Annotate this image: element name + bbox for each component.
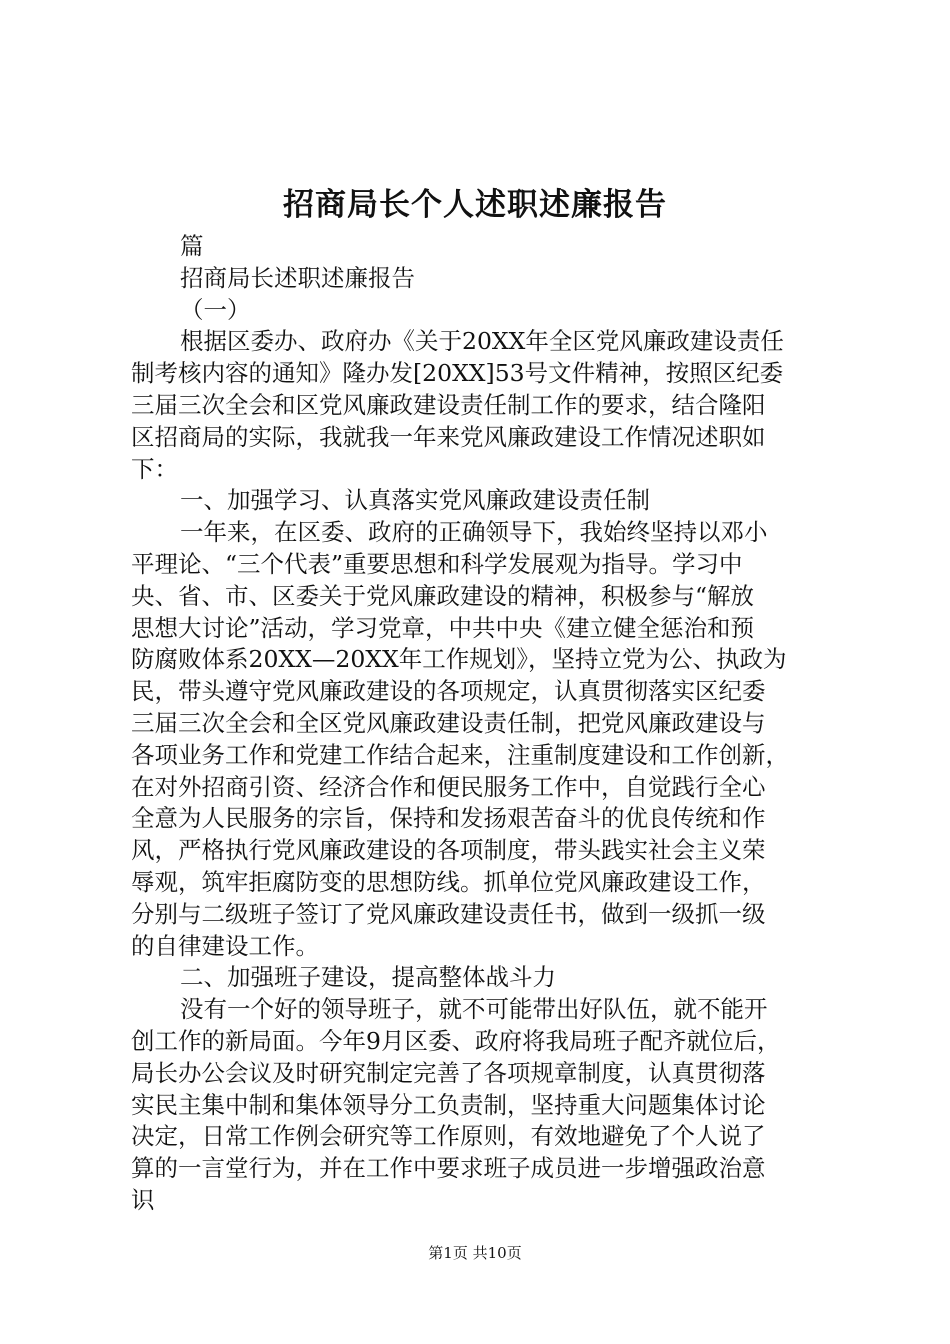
paragraph-line: 的自律建设工作。 (131, 931, 319, 960)
paragraph-line: 在对外招商引资、经济合作和便民服务工作中，自觉践行全心 (131, 772, 766, 801)
page-footer: 第1页 共10页 (428, 1244, 522, 1262)
paragraph-line: 思想大讨论”活动，学习党章，中共中央《建立健全惩治和预 (131, 613, 755, 642)
document-title: 招商局长个人述职述廉报告 (283, 187, 667, 223)
paragraph-line: 没有一个好的领导班子，就不可能带出好队伍，就不能开 (180, 995, 768, 1024)
paragraph-line: 招商局长述职述廉报告 (180, 263, 415, 292)
paragraph-line: 分别与二级班子签订了党风廉政建设责任书，做到一级抓一级 (131, 899, 766, 928)
paragraph-line: 民，带头遵守党风廉政建设的各项规定，认真贯彻落实区纪委 (131, 677, 766, 706)
paragraph-line: 风，严格执行党风廉政建设的各项制度，带头践实社会主义荣 (131, 836, 766, 865)
paragraph-line: 全意为人民服务的宗旨，保持和发扬艰苦奋斗的优良传统和作 (131, 804, 766, 833)
paragraph-line: 下： (131, 454, 178, 483)
paragraph-line: 二、加强班子建设，提高整体战斗力 (180, 963, 556, 992)
paragraph-line: 算的一言堂行为，并在工作中要求班子成员进一步增强政治意 (131, 1154, 766, 1183)
paragraph-line: 一年来，在区委、政府的正确领导下，我始终坚持以邓小 (180, 518, 768, 547)
paragraph-line: 央、省、市、区委关于党风廉政建设的精神，积极参与“解放 (131, 581, 755, 610)
document-body (131, 231, 843, 1217)
paragraph-line: 篇 (180, 232, 204, 260)
paragraph-line: 创工作的新局面。今年9月区委、政府将我局班子配齐就位后， (131, 1026, 781, 1055)
paragraph-line: 各项业务工作和党建工作结合起来，注重制度建设和工作创新， (131, 740, 789, 769)
paragraph-line: 防腐败体系20XX—20XX年工作规划》，坚持立党为公、执政为 (131, 645, 787, 674)
paragraph-line: 平理论、“三个代表”重要思想和科学发展观为指导。学习中 (131, 549, 743, 578)
paragraph-line: （一） (180, 295, 251, 324)
paragraph-line: 一、加强学习、认真落实党风廉政建设责任制 (180, 486, 650, 515)
paragraph-line: 三届三次全会和全区党风廉政建设责任制，把党风廉政建设与 (131, 708, 766, 737)
paragraph-line: 决定，日常工作例会研究等工作原则，有效地避免了个人说了 (131, 1122, 766, 1151)
paragraph-line: 制考核内容的通知》隆办发[20XX]53号文件精神，按照区纪委 (131, 359, 784, 388)
paragraph-line: 局长办公会议及时研究制定完善了各项规章制度，认真贯彻落 (131, 1058, 766, 1087)
paragraph-line: 区招商局的实际，我就我一年来党风廉政建设工作情况述职如 (131, 422, 766, 451)
paragraph-line: 三届三次全会和区党风廉政建设责任制工作的要求，结合隆阳 (131, 390, 766, 419)
paragraph-line: 辱观，筑牢拒腐防变的思想防线。抓单位党风廉政建设工作， (131, 867, 766, 896)
paragraph-line: 识 (131, 1185, 155, 1214)
paragraph-line: 实民主集中制和集体领导分工负责制，坚持重大问题集体讨论 (131, 1090, 766, 1119)
paragraph-line: 根据区委办、政府办《关于20XX年全区党风廉政建设责任 (180, 327, 784, 356)
